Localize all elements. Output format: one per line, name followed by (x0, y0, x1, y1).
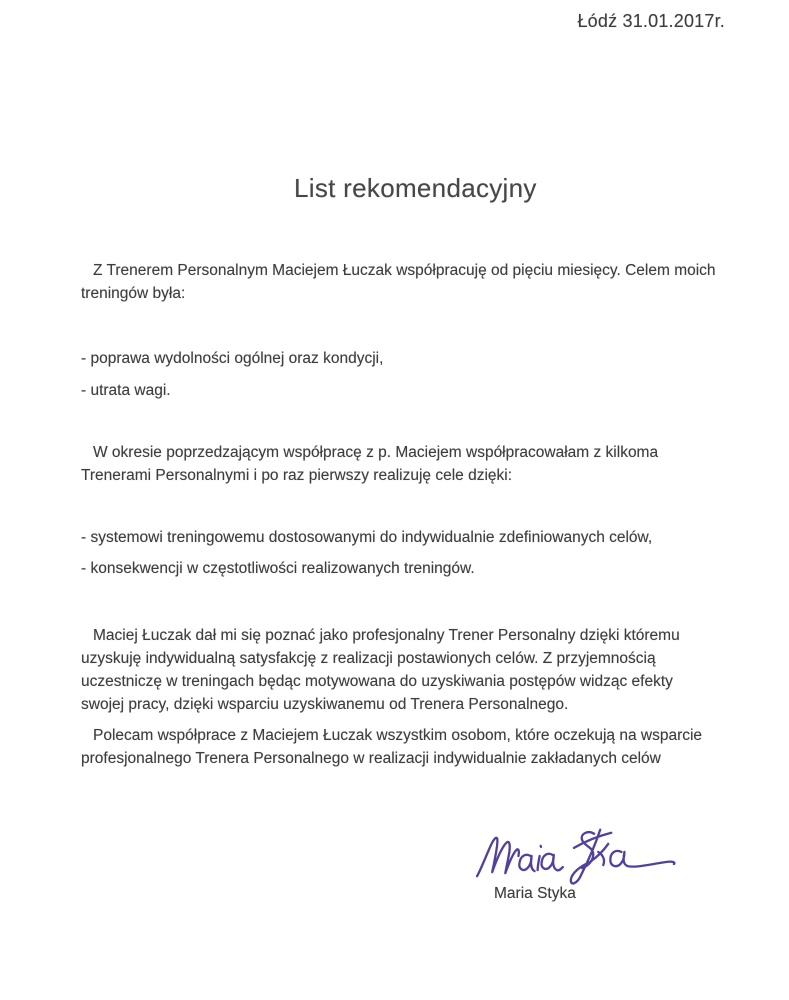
text-line: treningów była: (81, 285, 186, 302)
paragraph-intro (81, 259, 716, 305)
list-item: - konsekwencji w częstotliwości realizowanych treningów. (81, 560, 475, 577)
dateline: Łódź 31.01.2017r. (577, 11, 725, 31)
signature-block (472, 820, 702, 930)
printed-signature-name: Maria Styka (494, 885, 576, 902)
paragraph-recommendation (81, 724, 702, 770)
list-item: - systemowi treningowemu dostosowanymi do indywidualnie zdefiniowanych celów, (81, 529, 653, 546)
text-line: W okresie poprzedzającym współpracę z p. Maciejem współpracowałam z kilkoma (93, 444, 659, 461)
text-line: Polecam współprace z Maciejem Łuczak wszystkim osobom, które oczekują na wsparcie (93, 727, 703, 744)
list-item: - poprawa wydolności ogólnej oraz kondycji, (81, 350, 384, 367)
text-line: Z Trenerem Personalnym Maciejem Łuczak współpracuję od pięciu miesięcy. Celem moich (93, 262, 716, 279)
text-line: Maciej Łuczak dał mi się poznać jako profesjonalny Trener Personalny dzięki któremu (93, 627, 680, 644)
reasons-list (81, 526, 652, 580)
text-line: uzyskuję indywidualną satysfakcję z realizacji postawionych celów. Z przyjemnością (81, 650, 656, 667)
text-line: Trenerami Personalnymi i po raz pierwszy realizuję cele dzięki: (81, 467, 513, 484)
text-line: swojej pracy, dzięki wsparciu uzyskiwanemu od Trenera Personalnego. (81, 696, 569, 713)
goals-list (81, 347, 383, 402)
list-item: - utrata wagi. (81, 382, 171, 399)
text-line: uczestniczę w treningach będąc motywowana do uzyskiwania postępów widząc efekty (81, 673, 673, 690)
text-line: profesjonalnego Trenera Personalnego w realizacji indywidualnie zakładanych celów (81, 750, 661, 767)
page-title: List rekomendacyjny (294, 173, 537, 203)
paragraph-background (81, 441, 658, 487)
paragraph-experience (81, 624, 680, 716)
